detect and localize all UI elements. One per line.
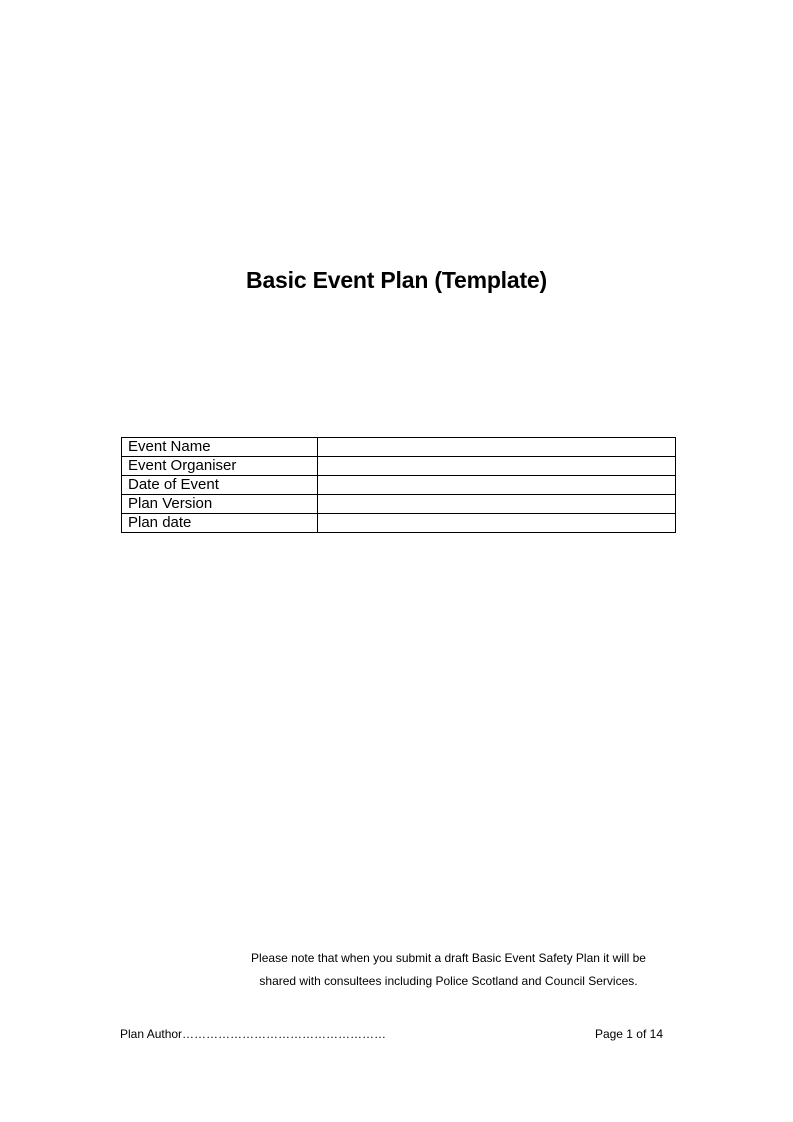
date-of-event-value <box>318 476 676 495</box>
table-row-event-organiser <box>122 457 676 476</box>
plan-version-label: Plan Version <box>122 495 318 514</box>
notice-line-2: shared with consultees including Police Scotland and Council Services. <box>259 973 638 988</box>
table-row-date-of-event <box>122 476 676 495</box>
plan-date-value <box>318 514 676 533</box>
footer-page-number: Page 1 of 14 <box>594 1027 663 1041</box>
event-name-value <box>318 438 676 457</box>
table-row-plan-date <box>122 514 676 533</box>
table-row-event-name <box>122 438 676 457</box>
plan-version-value <box>318 495 676 514</box>
submission-notice <box>226 947 671 992</box>
footer-plan-author: Plan Author…………………………………………… <box>120 1027 387 1041</box>
event-organiser-label: Event Organiser <box>122 457 318 476</box>
event-name-label: Event Name <box>122 438 318 457</box>
table-row-plan-version <box>122 495 676 514</box>
date-of-event-label: Date of Event <box>122 476 318 495</box>
event-details-table <box>121 437 676 533</box>
page-title: Basic Event Plan (Template) <box>246 267 547 293</box>
plan-date-label: Plan date <box>122 514 318 533</box>
notice-line-1: Please note that when you submit a draft Basic Event Safety Plan it will be <box>251 951 646 965</box>
event-organiser-value <box>318 457 676 476</box>
